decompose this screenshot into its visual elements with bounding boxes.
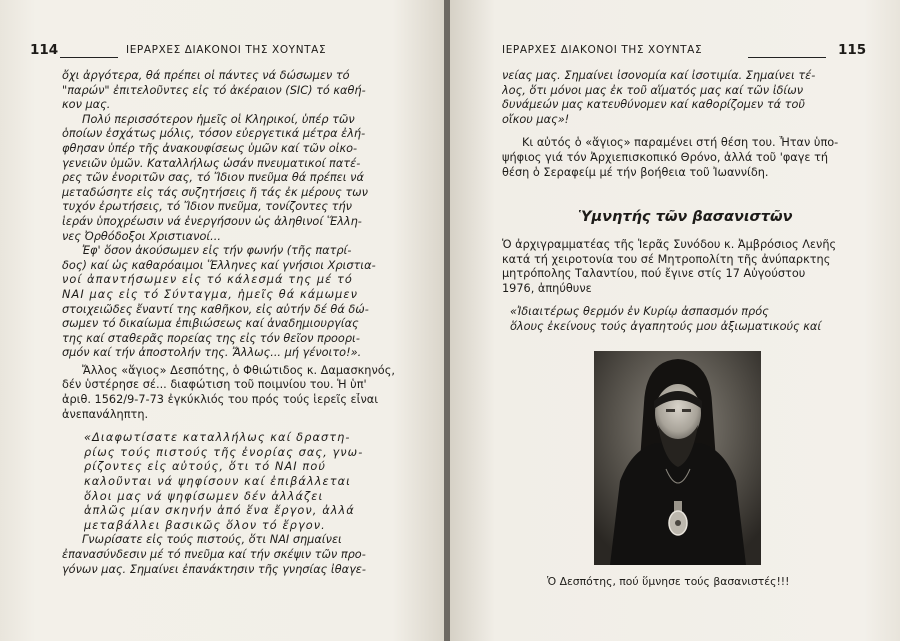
text-line: νες Ὀρθόδοξοι Χριστιανοί... [62, 229, 221, 243]
text-line: τυχόν ἐρωτήσεις, τό Ἴδιον πνεῦμα, τονίζοντες τήν [62, 200, 352, 214]
text-line: δυνάμεών μας κατευθύνομεν καί καθορίζομεν τά τοῦ [502, 98, 805, 112]
left-page-header [30, 44, 430, 60]
text-line: "παρών" ἐπιτελοῦντες εἰς τό ἀκέραιον (SIC) τό καθή- [62, 83, 366, 97]
text-line: νοί ἀπαντήσωμεν εἰς τό κάλεσμά της μέ τό [62, 273, 353, 287]
text-line: ἀνεπανάληπτη. [62, 407, 149, 421]
text-line: σωμεν τό δικαίωμα ἐπιβιώσεως καί ἀναδημιουργίας [62, 317, 359, 331]
header-rule [60, 57, 118, 58]
text-line: μεταδώσητε εἰς τάς συζητήσεις ἤ τάς ἐκ μέρους των [62, 185, 368, 199]
text-line: 1976, ἀπηύθυνε [502, 281, 592, 295]
bishop-portrait-image [594, 351, 761, 565]
text-line: ΝΑΙ μας εἰς τό Σύνταγμα, ἡμεῖς θά κάμωμεν [62, 287, 359, 301]
page-number: 115 [838, 42, 867, 58]
paragraph [62, 69, 424, 113]
text-line: φθησαν ὑπέρ τῆς ἀνακουφίσεως ὑμῶν καί τῶν οἰκο- [62, 141, 358, 155]
text-line: ἐπανασύνδεσιν μέ τό πνεῦμα καί τήν σκέψιν τῶν προ- [62, 548, 366, 561]
page-number: 114 [30, 42, 59, 58]
running-head: ΙΕΡΑΡΧΕΣ ΔΙΑΚΟΝΟΙ ΤΗΣ ΧΟΥΝΤΑΣ [126, 44, 327, 56]
text-line: μεταβάλλει βασικῶς ὅλον τό ἔργον. [84, 518, 326, 532]
text-line: της καί σταθερᾶς πορείας της εἰς τόν θεῖον προορι- [62, 331, 360, 345]
paragraph [62, 533, 424, 577]
text-line: γενειῶν ὑμῶν. Καταλλήλως ὡσάν πνευματικοί πατέ- [62, 156, 361, 170]
paragraph [62, 364, 424, 422]
text-line: ὄχι ἀργότερα, θά πρέπει οἱ πάντες νά δώσωμεν τό [62, 69, 350, 82]
text-line: στοιχειῶδες ἔναντί της καθῆκον, εἰς αὐτήν δέ θά δώ- [62, 302, 369, 316]
text-line: νείας μας. Σημαίνει ἰσονομία καί ἰσοτιμία. Σημαίνει τέ- [502, 69, 816, 82]
text-line: γόνων μας. Σημαίνει ἐπανάκτησιν τῆς γνησίας ἰθαγε- [62, 562, 366, 576]
text-line: ὅλους ἐκείνους τούς ἀγαπητούς μου ἀξιωματικούς καί [510, 319, 822, 333]
text-line: Κι αὐτός ὁ «ἅγιος» παραμένει στή θέση του. Ἦταν ὑπο- [522, 136, 839, 150]
photo-caption: Ὁ Δεσπότης, πού ὕμνησε τούς βασανιστές!!! [547, 575, 790, 588]
text-line: ἁπλῶς μίαν σκηνήν ἀπό ἕνα ἔργον, ἀλλά [84, 504, 355, 518]
section-heading: Ὑμνητής τῶν βασανιστῶν [578, 209, 793, 225]
text-line: ρες τῶν ἐνοριτῶν σας, τό Ἴδιον πνεῦμα θά πρέπει νά [62, 171, 364, 185]
text-line: κατά τή χειροτονία του σέ Μητροπολίτη τῆς ἀνύπαρκτης [502, 252, 831, 266]
text-line: Ἄλλος «ἅγιος» Δεσπότης, ὁ Φθιώτιδος κ. Δαμασκηνός, [82, 363, 395, 377]
text-line: θέση ὁ Σεραφείμ μέ τήν βοήθεια τοῦ Ἰωαννίδη. [502, 165, 769, 179]
block-quote [62, 431, 424, 533]
running-head: ΙΕΡΑΡΧΕΣ ΔΙΑΚΟΝΟΙ ΤΗΣ ΧΟΥΝΤΑΣ [502, 44, 703, 56]
text-line: καλοῦνται νά ψηφίσουν καί ἐπιβάλλεται [84, 475, 352, 489]
paragraph [502, 238, 874, 296]
text-line: μητρόπολης Ταλαντίου, πού ἔγινε στίς 17 Αὐγούστου [502, 267, 806, 281]
paragraph [62, 113, 424, 244]
text-line: ἀριθ. 1562/9-7-73 ἐγκύκλιός του πρός τούς ἱερεῖς εἶναι [62, 393, 379, 407]
text-line: Ἐφ' ὅσον ἀκούσωμεν εἰς τήν φωνήν (τῆς πατρί- [82, 244, 352, 258]
text-line: δέν ὑστέρησε σέ... διαφώτιση τοῦ ποιμνίου του. Ἡ ὑπ' [62, 378, 367, 392]
text-line: κον μας. [62, 98, 111, 112]
text-line: δος) καί ὡς καθαρόαιμοι Ἕλληνες καί γνήσιοι Χριστια- [62, 258, 376, 272]
paragraph [502, 69, 874, 127]
right-page-top-text [502, 69, 874, 180]
text-line: «Ἰδιαιτέρως θερμόν ἐν Κυρίῳ ἀσπασμόν πρός [510, 305, 769, 319]
left-page-body [62, 69, 424, 577]
paragraph [62, 244, 424, 361]
text-line: ρίως τούς πιστούς τῆς ἐνορίας σας, γνω- [84, 445, 364, 459]
paragraph [502, 136, 874, 180]
text-line: λος, ὅτι μόνοι μας ἐκ τοῦ αἵματός μας καί τῶν ἰδίων [502, 83, 804, 97]
text-line: ὁποίων ἐσχάτως μόλις, τόσον εὐεργετικά μέτρα ἐλή- [62, 127, 366, 141]
block-quote [502, 305, 874, 334]
text-line: Γνωρίσατε εἰς τούς πιστούς, ὅτι ΝΑΙ σημαίνει [82, 533, 342, 547]
text-line: σμόν καί τήν ἀποστολήν της. Ἄλλως... μή γένοιτο!». [62, 346, 362, 360]
text-line: Ὁ ἀρχιγραμματέας τῆς Ἱερᾶς Συνόδου κ. Ἀμβρόσιος Λενῆς [502, 238, 837, 251]
text-line: ψήφιος γιά τόν Ἀρχιεπισκοπικό Θρόνο, ἀλλά τοῦ 'φαγε τή [502, 150, 829, 164]
text-line: ρίζοντες εἰς αὐτούς, ὅτι τό ΝΑΙ πού [84, 460, 326, 474]
right-page-body [502, 238, 874, 335]
text-line: ἱεράν ὑποχρέωσιν νά ἐνεργήσουν ὡς ἀληθινοί Ἕλλη- [62, 214, 362, 228]
text-line: Πολύ περισσότερον ἡμεῖς οἱ Κληρικοί, ὑπέρ τῶν [82, 112, 355, 126]
text-line: οἴκου μας»! [502, 112, 570, 126]
bishop-photo [594, 351, 761, 565]
header-rule [748, 57, 826, 58]
text-line: ὅλοι μας νά ψηφίσωμεν δέν ἀλλάζει [84, 489, 324, 503]
right-page-header [502, 44, 888, 60]
right-page [450, 0, 900, 641]
left-page [0, 0, 446, 641]
text-line: «Διαφωτίσατε καταλλήλως καί δραστη- [84, 431, 351, 445]
